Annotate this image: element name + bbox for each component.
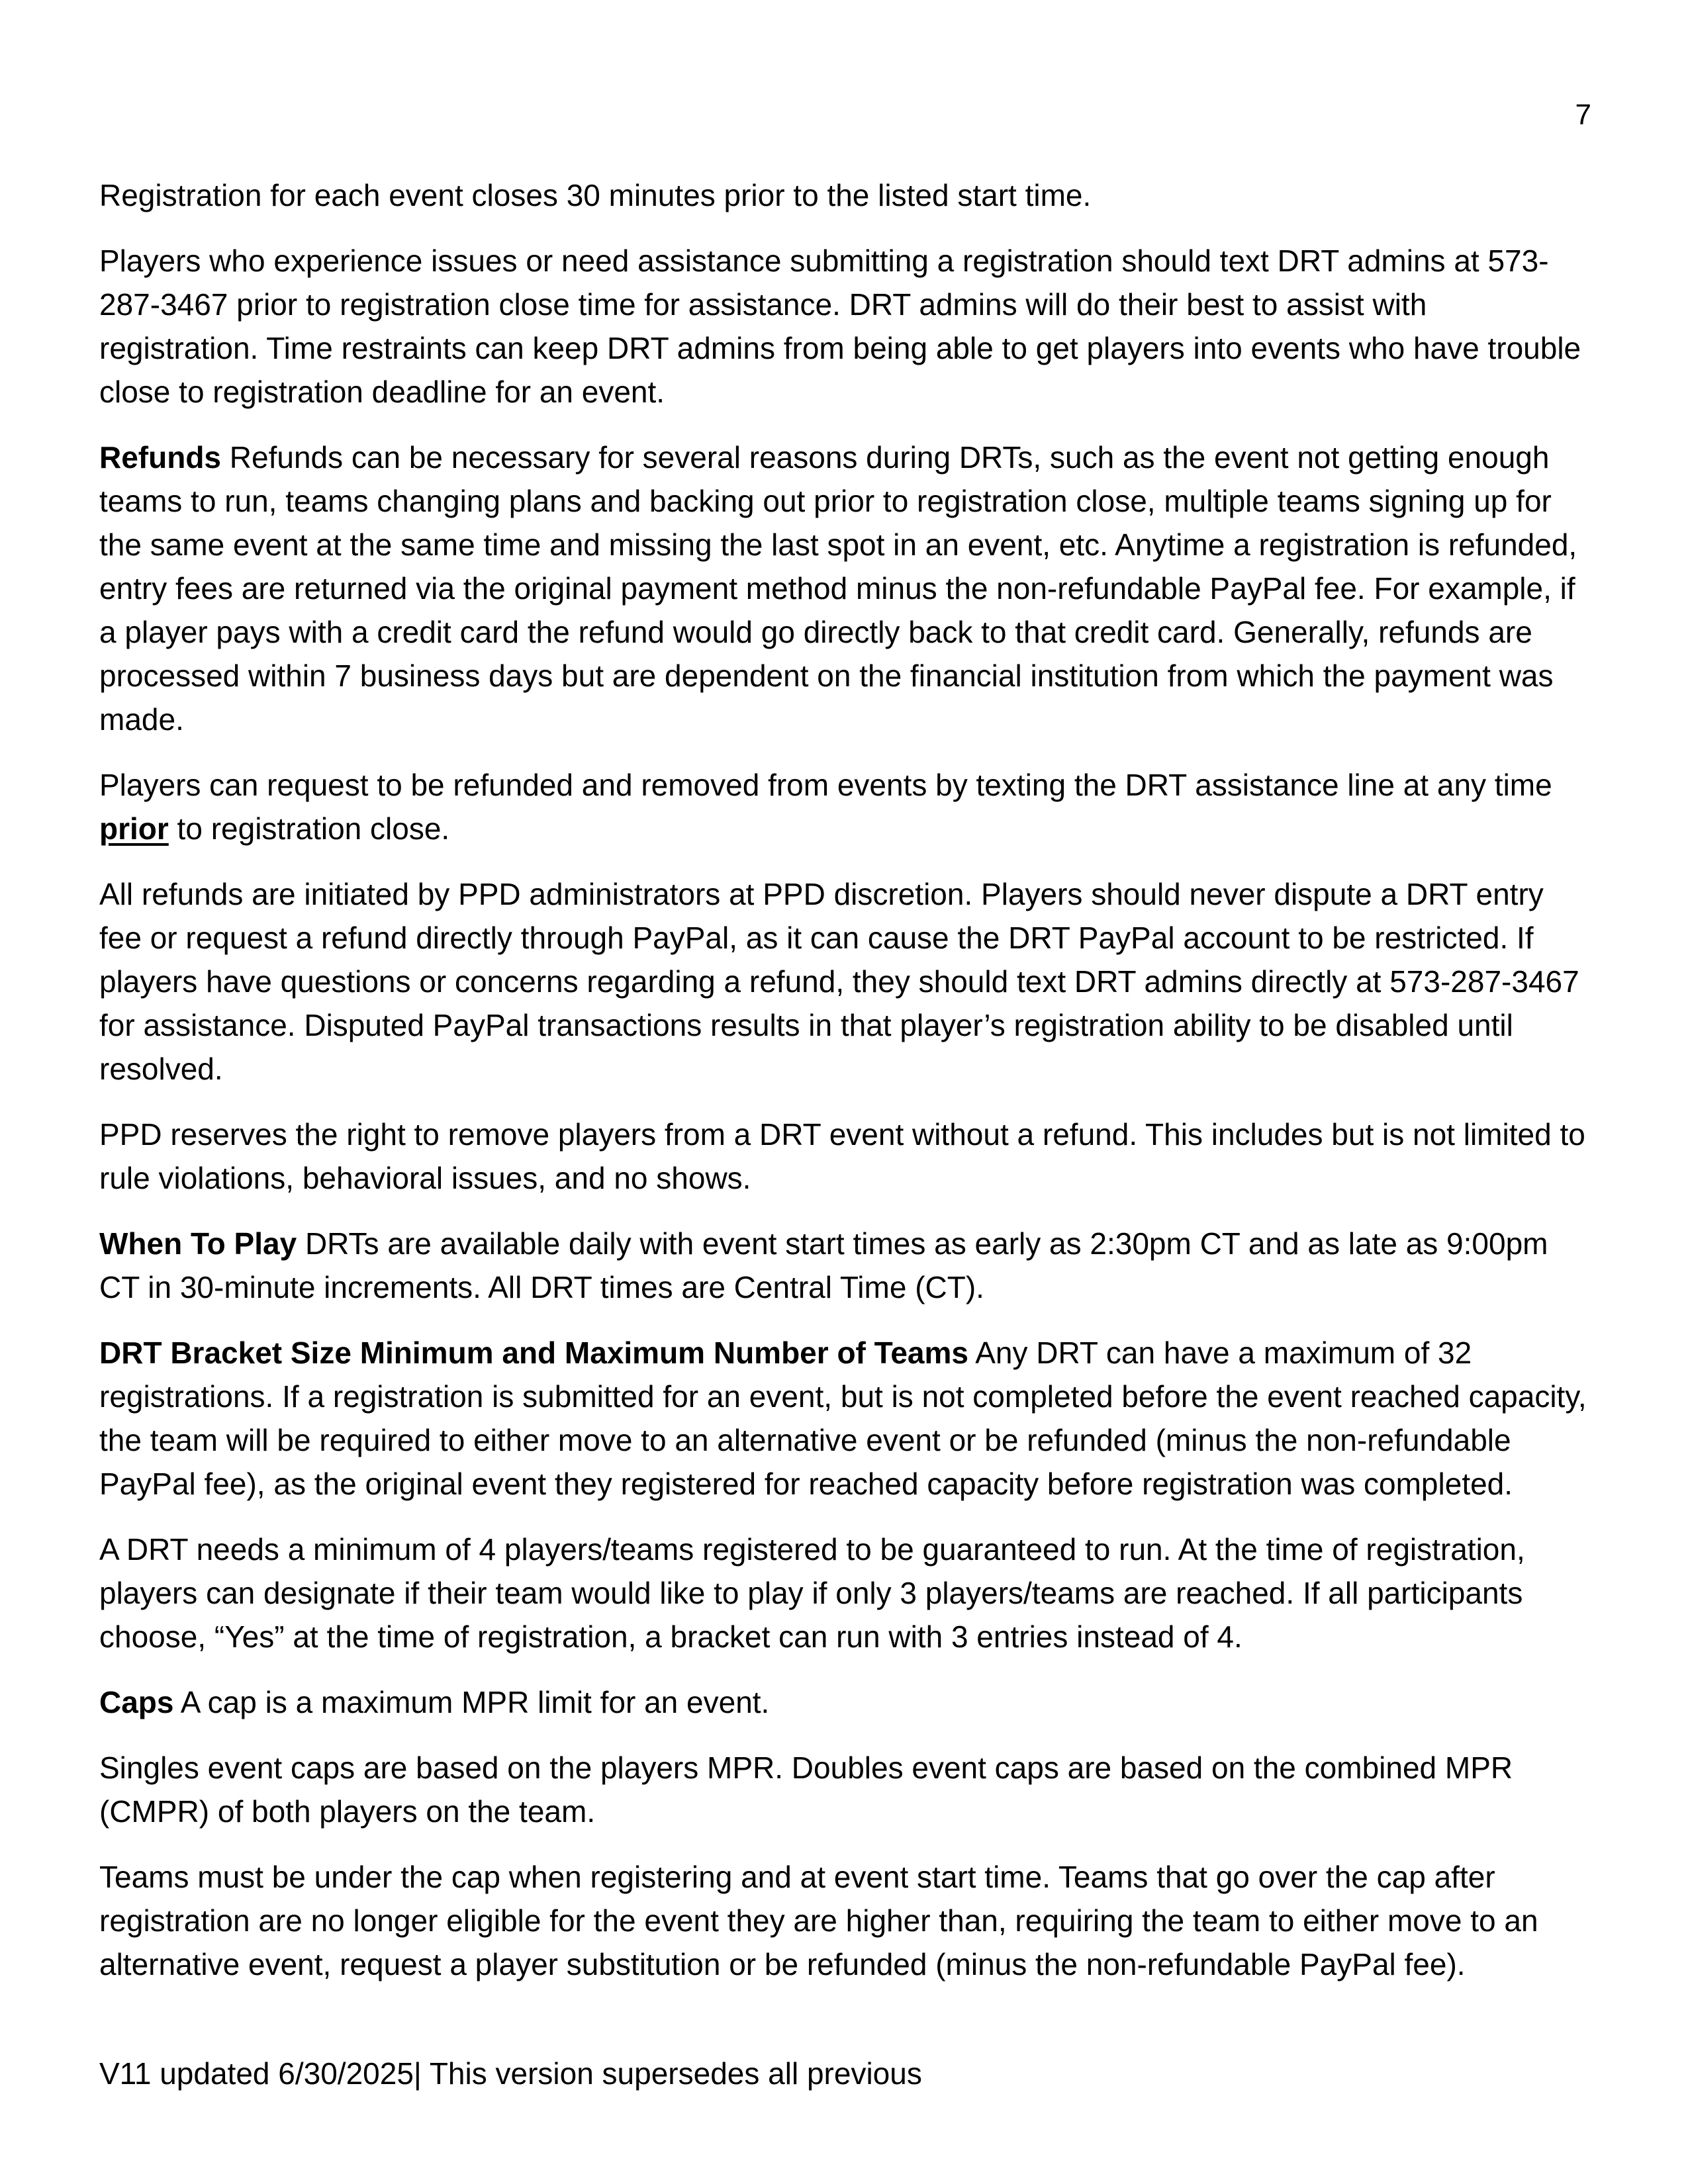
disputes-paragraph: All refunds are initiated by PPD administrators at PPD discretion. Players should never dispute a DRT entry fee or request a refund directly through PayPal, as it can cause the DRT PayPal account to be restricted. If players have questions or concerns regarding a refund, they should text DRT admins directly at 573-287-3467 for assistance. Disputed PayPal transactions results in that player’s registration ability to be disabled until resolved. [99,877,1579,1086]
refund-request-text-before: Players can request to be refunded and removed from events by texting the DRT assistance line at any time [99,768,1552,802]
bracket-size-heading: DRT Bracket Size Minimum and Maximum Number of Teams [99,1336,968,1370]
caps-rules-paragraph: Teams must be under the cap when registering and at event start time. Teams that go over the cap after registration are no longer eligible for the event they are higher than, requiring the team to either move to an alternative event, request a player substitution or be refunded (minus the non-refundable PayPal fee). [99,1860,1538,1981]
caps-body: A cap is a maximum MPR limit for an event. [173,1685,770,1719]
refunds-paragraph [99,435,1589,741]
assistance-paragraph: Players who experience issues or need assistance submitting a registration should text DRT admins at 573-287-3467 prior to registration close time for assistance. DRT admins will do their best to assist with registration. Time restraints can keep DRT admins from being able to get players into events who have trouble close to registration deadline for an event. [99,244,1581,409]
refunds-body: Refunds can be necessary for several reasons during DRTs, such as the event not getting enough teams to run, teams changing plans and backing out prior to registration close, multiple teams signing up for the same event at the same time and missing the last spot in an event, etc. Anytime a registration is refunded, entry fees are returned via the original payment method minus the non-refundable PayPal fee. For example, if a player pays with a credit card the refund would go directly back to that credit card. Generally, refunds are processed within 7 business days but are dependent on the financial institution from which the payment was made. [99,440,1577,737]
when-to-play-body: DRTs are available daily with event start times as early as 2:30pm CT and as late as 9:00pm CT in 30-minute increments. All DRT times are Central Time (CT). [99,1226,1548,1304]
refund-request-emphasis: prior [99,811,169,846]
when-to-play-paragraph [99,1222,1589,1309]
caps-basis-paragraph: Singles event caps are based on the players MPR. Doubles event caps are based on the combined MPR (CMPR) of both players on the team. [99,1751,1513,1829]
removal-paragraph: PPD reserves the right to remove players from a DRT event without a refund. This includes but is not limited to rule violations, behavioral issues, and no shows. [99,1117,1585,1195]
when-to-play-heading: When To Play [99,1226,297,1261]
caps-heading: Caps [99,1685,174,1719]
bracket-size-paragraph [99,1331,1589,1506]
refund-request-paragraph [99,763,1589,850]
caps-paragraph [99,1680,1589,1724]
registration-close-paragraph: Registration for each event closes 30 minutes prior to the listed start time. [99,178,1092,212]
version-footer: V11 updated 6/30/2025| This version supersedes all previous [99,2056,922,2091]
minimum-teams-paragraph: A DRT needs a minimum of 4 players/teams registered to be guaranteed to run. At the time of registration, players can designate if their team would like to play if only 3 players/teams are reached. If all participants choose, “Yes” at the time of registration, a bracket can run with 3 entries instead of 4. [99,1532,1525,1654]
refunds-heading: Refunds [99,440,221,475]
bracket-size-body: Any DRT can have a maximum of 32 registrations. If a registration is submitted for an event, but is not completed before the event reached capacity, the team will be required to either move to an alternative event or be refunded (minus the non-refundable PayPal fee), as the original event they registered for reached capacity before registration was completed. [99,1336,1587,1501]
page-number: 7 [1575,99,1591,131]
refund-request-text-after: to registration close. [168,811,450,846]
document-body [99,173,1589,1986]
